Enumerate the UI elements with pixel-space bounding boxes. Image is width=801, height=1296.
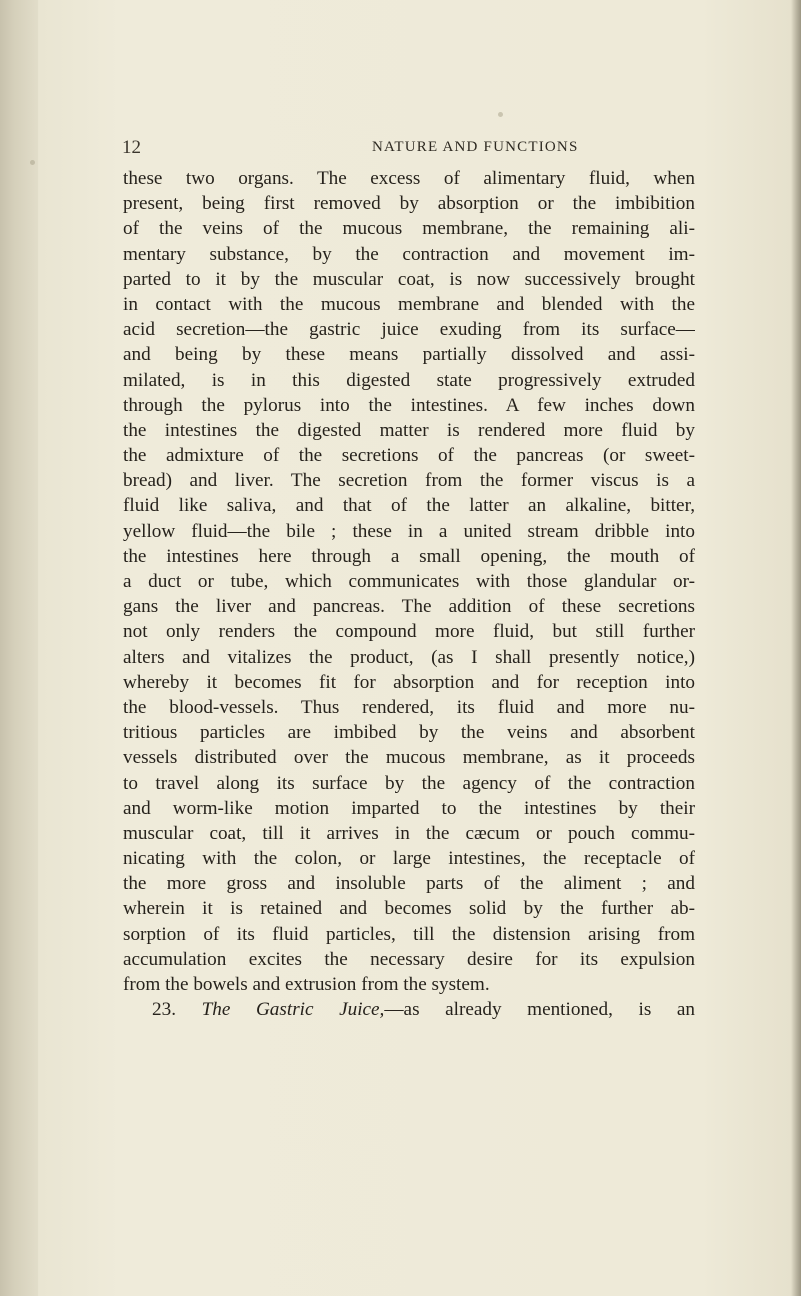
text-line: the intestines the digested matter is rendered more fluid by [123,419,695,441]
text-line: these two organs. The excess of alimentary fluid, when [123,168,695,189]
text-line: gans the liver and pancreas. The addition of these secretions [123,596,695,618]
section-line [123,997,695,1022]
text-line: present, being first removed by absorption or the imbibition [123,193,695,215]
text-line: yellow fluid—the bile ; these in a united stream dribble into [123,520,695,542]
text-line: acid secretion—the gastric juice exuding from its surface— [123,319,695,341]
page-header [0,137,801,163]
page-edge-shadow [791,0,801,1296]
text-line: muscular coat, till it arrives in the cæcum or pouch commu- [123,822,695,844]
text-line: in contact with the mucous membrane and blended with the [123,293,695,315]
text-line: whereby it becomes fit for absorption and for reception into [123,671,695,693]
section-number: 23. [152,999,176,1021]
paper-speck [498,112,503,117]
body-text [123,166,695,1022]
text-line: the intestines here through a small opening, the mouth of [123,545,695,567]
text-line: nicating with the colon, or large intestines, the receptacle of [123,848,695,870]
page-binding-shadow [0,0,38,1296]
section-rest: —as already mentioned, is an [384,999,695,1021]
text-line: the more gross and insoluble parts of the aliment ; and [123,873,695,895]
text-line: bread) and liver. The secretion from the former viscus is a [123,470,695,492]
text-line: not only renders the compound more fluid, but still further [123,621,695,643]
text-line: through the pylorus into the intestines. A few inches down [123,394,695,416]
running-head: NATURE AND FUNCTIONS [372,139,579,155]
text-line: parted to it by the muscular coat, is now successively brought [123,268,695,290]
text-line: wherein it is retained and becomes solid by the further ab- [123,898,695,920]
text-line: tritious particles are imbibed by the veins and absorbent [123,722,695,744]
text-line: the blood-vessels. Thus rendered, its fluid and more nu- [123,696,695,718]
text-line: of the veins of the mucous membrane, the remaining ali- [123,218,695,240]
text-line: sorption of its fluid particles, till the distension arising from [123,923,695,945]
text-line: fluid like saliva, and that of the latter an alkaline, bitter, [123,495,695,517]
text-line: mentary substance, by the contraction and movement im- [123,243,695,265]
text-line: vessels distributed over the mucous membrane, as it proceeds [123,747,695,769]
text-line: milated, is in this digested state progressively extruded [123,369,695,391]
text-line: accumulation excites the necessary desire for its expulsion [123,948,695,970]
text-line: alters and vitalizes the product, (as I shall presently notice,) [123,646,695,668]
text-line: and being by these means partially dissolved and assi- [123,344,695,366]
section-title: The Gastric Juice, [201,999,385,1021]
text-line: and worm-like motion imparted to the intestines by their [123,797,695,819]
page-number: 12 [122,137,141,158]
text-line: the admixture of the secretions of the pancreas (or sweet- [123,445,695,467]
text-line: a duct or tube, which communicates with those glandular or- [123,571,695,592]
text-line: from the bowels and extrusion from the system. [123,974,490,995]
text-line: to travel along its surface by the agency of the contraction [123,772,695,794]
